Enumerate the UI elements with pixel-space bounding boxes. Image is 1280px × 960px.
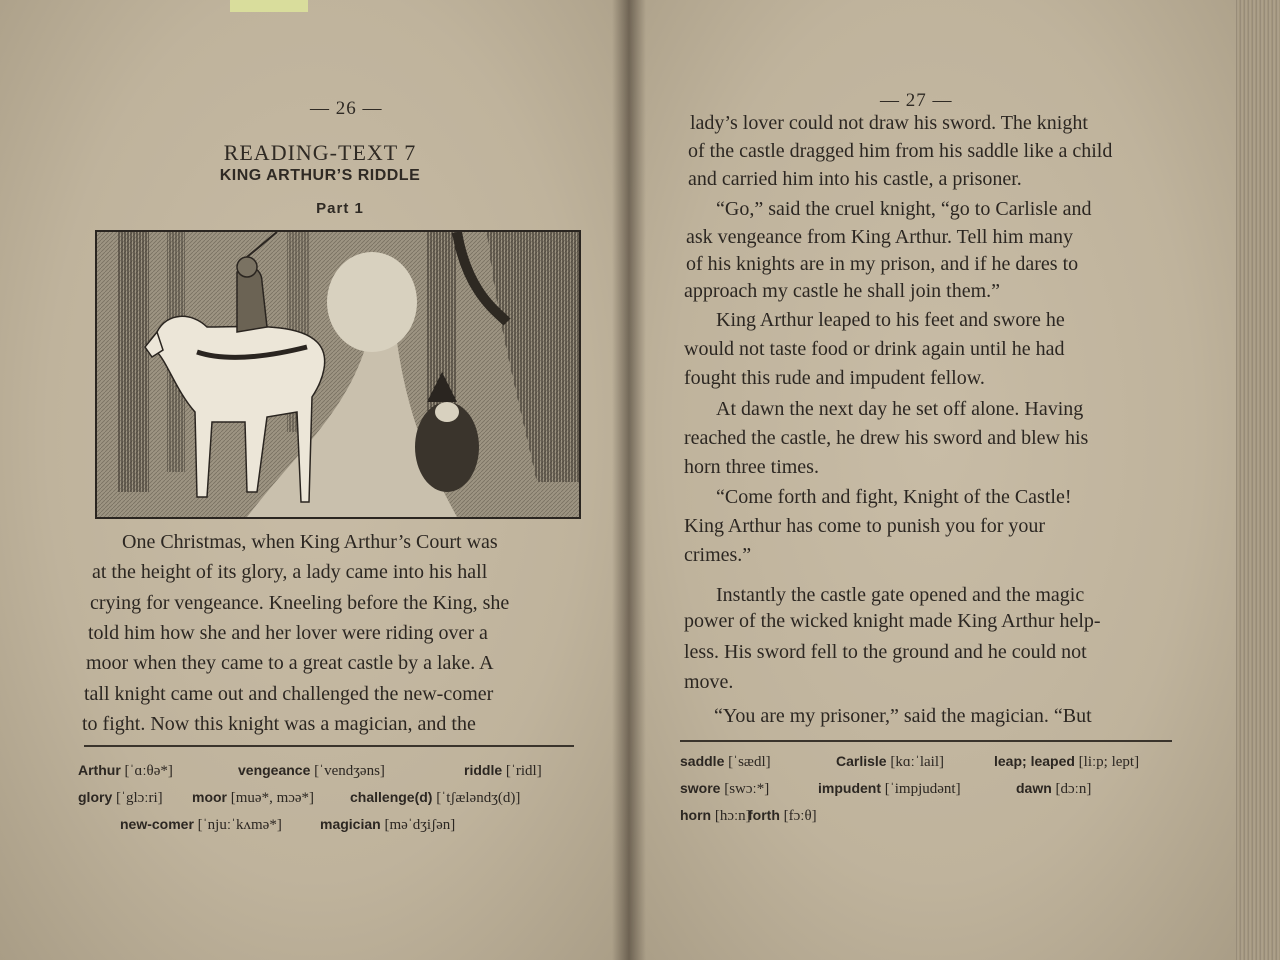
glossary-row	[748, 807, 817, 825]
glossary-ipa: [hɔːn]	[714, 808, 751, 824]
glossary-row	[680, 807, 751, 825]
glossary-ipa: [ˈvendʒəns]	[314, 763, 385, 779]
glossary-word: moor	[192, 789, 227, 805]
glossary-ipa: [ˈimpjudənt]	[884, 781, 961, 797]
text-line: King Arthur has come to punish you for your	[684, 515, 1046, 537]
text-line: power of the wicked knight made King Arthur help-	[684, 610, 1101, 632]
glossary-row	[680, 753, 771, 771]
text-line: and carried him into his castle, a prisoner.	[688, 168, 1022, 190]
glossary-word: new-comer	[120, 816, 194, 832]
text-line: of the castle dragged him from his saddle like a child	[688, 140, 1113, 162]
glossary-word: magician	[320, 816, 381, 832]
text-line: would not taste food or drink again until he had	[684, 338, 1065, 360]
text-line: of his knights are in my prison, and if he dares to	[686, 253, 1079, 275]
glossary-row	[818, 780, 961, 798]
glossary-word: forth	[748, 807, 780, 823]
text-line: lady’s lover could not draw his sword. The knight	[690, 112, 1088, 134]
text-line: “Come forth and fight, Knight of the Castle!	[716, 486, 1072, 508]
footnote-rule	[680, 740, 1172, 742]
reading-text-heading: READING-TEXT 7	[223, 140, 417, 165]
glossary-row	[350, 789, 520, 807]
text-line: crimes.”	[684, 544, 752, 566]
book-gutter	[612, 0, 646, 960]
glossary-word: saddle	[680, 753, 725, 769]
text-line: One Christmas, when King Arthur’s Court was	[122, 531, 498, 553]
glossary-row	[320, 816, 455, 834]
glossary-row	[120, 816, 282, 834]
text-line: told him how she and her lover were riding over a	[88, 622, 488, 644]
text-line: fought this rude and impudent fellow.	[684, 367, 985, 389]
right-page	[628, 0, 1240, 960]
glossary-ipa: [swɔː*]	[724, 781, 770, 797]
glossary-word: Carlisle	[836, 753, 887, 769]
left-page-number: — 26 —	[310, 98, 383, 119]
glossary-word: glory	[78, 789, 113, 805]
glossary-word: challenge(d)	[350, 789, 433, 805]
glossary-ipa: [muə*, mɔə*]	[230, 790, 315, 806]
glossary-ipa: [kɑːˈlail]	[890, 754, 945, 770]
glossary-ipa: [ˈglɔːri]	[115, 790, 163, 806]
glossary-row	[192, 789, 314, 807]
text-line: reached the castle, he drew his sword and blew his	[684, 427, 1089, 449]
knight-illustration	[95, 230, 581, 519]
story-title: KING ARTHUR’S RIDDLE	[219, 167, 421, 184]
glossary-word: vengeance	[238, 762, 311, 778]
glossary-row	[78, 789, 163, 807]
glossary-word: impudent	[818, 780, 881, 796]
text-line: to fight. Now this knight was a magician, and the	[82, 713, 476, 735]
glossary-ipa: [ˈɑːθə*]	[124, 763, 173, 779]
glossary-word: horn	[680, 807, 712, 823]
text-line: less. His sword fell to the ground and he could not	[684, 641, 1087, 663]
text-line: approach my castle he shall join them.”	[684, 280, 1001, 302]
glossary-ipa: [liːp; lept]	[1078, 754, 1140, 770]
left-page	[0, 0, 632, 960]
text-line: crying for vengeance. Kneeling before the King, she	[90, 592, 510, 614]
glossary-word: swore	[680, 780, 721, 796]
glossary-word: dawn	[1016, 780, 1052, 796]
glossary-row	[680, 780, 769, 798]
footnote-rule	[84, 745, 574, 747]
glossary-word: riddle	[464, 762, 503, 778]
glossary-ipa: [məˈdʒiʃən]	[384, 817, 456, 833]
text-line: “You are my prisoner,” said the magician. “But	[714, 705, 1092, 727]
glossary-ipa: [ˈridl]	[505, 763, 542, 779]
glossary-word: Arthur	[78, 762, 121, 778]
text-line: horn three times.	[684, 456, 819, 478]
glossary-row	[994, 753, 1139, 771]
text-line: Instantly the castle gate opened and the magic	[716, 584, 1085, 606]
glossary-ipa: [ˈnjuːˈkʌmə*]	[197, 817, 282, 833]
glossary-row	[238, 762, 385, 780]
text-line: tall knight came out and challenged the new-comer	[84, 683, 494, 705]
sticky-note-edge	[230, 0, 308, 12]
text-line: ask vengeance from King Arthur. Tell him many	[686, 226, 1074, 248]
part-label: Part 1	[316, 200, 364, 217]
text-line: “Go,” said the cruel knight, “go to Carlisle and	[716, 198, 1092, 220]
text-line: King Arthur leaped to his feet and swore he	[716, 309, 1065, 331]
glossary-row	[1016, 780, 1091, 798]
glossary-row	[836, 753, 944, 771]
glossary-ipa: [dɔːn]	[1055, 781, 1092, 797]
text-line: at the height of its glory, a lady came into his hall	[92, 561, 488, 583]
glossary-ipa: [ˈsædl]	[728, 754, 771, 770]
glossary-row	[78, 762, 173, 780]
glossary-ipa: [ˈtʃæləndʒ(d)]	[436, 790, 521, 806]
glossary-row	[464, 762, 542, 780]
illustration-drawing	[97, 232, 579, 517]
right-page-number: — 27 —	[880, 90, 953, 111]
text-line: moor when they came to a great castle by a lake. A	[86, 652, 494, 674]
text-line: At dawn the next day he set off alone. Having	[716, 398, 1084, 420]
glossary-word: leap; leaped	[994, 753, 1075, 769]
text-line: move.	[684, 671, 734, 693]
glossary-ipa: [fɔːθ]	[783, 808, 817, 824]
page-edges	[1236, 0, 1280, 960]
